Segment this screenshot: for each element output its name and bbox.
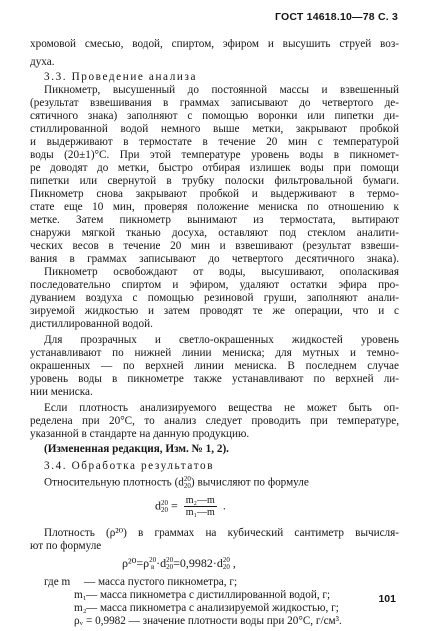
- where-line: где m — масса пустого пикнометра, г;: [44, 576, 238, 588]
- text-line: стате еще 10 мин, проверяя положение мениска по отношению к: [30, 201, 399, 213]
- text-line: Пикнометр освобождают от воды, высушивают, ополаскивая: [44, 266, 399, 278]
- formula-part: ρ²⁰=ρ: [122, 556, 150, 570]
- text-line: Плотность (ρ²⁰) в граммах на кубический сантиметр вычисля-: [44, 527, 399, 539]
- formula-lhs: d: [155, 498, 161, 513]
- relative-density-formula: [155, 495, 226, 518]
- symbol-close: ): [190, 476, 195, 489]
- text-line: снаружи мягкой тканью досуха, оставляют под стеклом аналити-: [30, 227, 399, 239]
- formula-end: ,: [232, 556, 236, 570]
- text-line: зируемой жидкостью и затем проводят те же операции, что и с: [30, 305, 399, 317]
- formula-eq: =: [171, 498, 178, 513]
- section-heading: 3.3. Проведение анализа: [44, 71, 198, 83]
- text-line: ре доводят до метки, быстро отбирая излишек воды при помощи: [30, 162, 399, 174]
- text-line: дистиллированной водой.: [30, 318, 153, 330]
- where-line: m₁— масса пикнометра с дистиллированной водой, г;: [74, 589, 331, 601]
- text-line: последовательно спиртом и эфиром, удаляют остатки эфира про-: [30, 279, 399, 291]
- text-line: окрашенных — по верхней линии мениска. В последнем случае: [30, 360, 399, 372]
- page-header: ГОСТ 14618.10—78 С. 3: [275, 11, 398, 23]
- section-heading: 3.4. Обработка результатов: [44, 460, 215, 472]
- text-fragment: Относительную плотность: [44, 476, 172, 489]
- text-line: Если плотность анализируемого вещества не может быть оп-: [44, 402, 399, 414]
- text-line: ческих весов в течение 20 мин и взвешивают (результат взвеши-: [30, 240, 399, 252]
- text-line: Пикнометр, высушенный до постоянной массы и взвешенный: [44, 84, 399, 96]
- formula-indices: 20 20: [222, 556, 230, 572]
- text-fragment: вычисляют по формуле: [197, 476, 309, 489]
- text-line: сятичного знака) заполняют с помощью воронки или пипетки ди-: [30, 110, 399, 122]
- amendment-note: (Измененная редакция, Изм. № 1, 2).: [44, 443, 229, 455]
- formula-part: ·d: [156, 556, 167, 570]
- text-line: хромовой смесью, водой, спиртом, эфиром и высушить струей воз-: [30, 38, 399, 50]
- formula-intro-line: [44, 476, 399, 490]
- formula-part: =0,9982·d: [173, 556, 223, 570]
- text-line: Для прозрачных и светло-окрашенных жидкостей уровень: [44, 334, 399, 346]
- text-line: ют по формуле: [30, 540, 102, 552]
- formula-indices: 20 20: [161, 498, 168, 514]
- text-line: (результат взвешивания в граммах записывают до четвертого де-: [30, 97, 399, 109]
- symbol-open: (d: [174, 476, 184, 489]
- text-line: дуванием воздуха с помощью резиновой груши, заполняют анали-: [30, 292, 399, 304]
- text-line: метке. Затем пикнометр вынимают из термостата, вытирают: [30, 214, 399, 226]
- text-line: вания в граммах записывают до четвертого десятичного знака).: [30, 253, 399, 265]
- text-line: духа.: [30, 56, 55, 68]
- text-line: стиллированной водой немного выше метки, закрывают пробкой: [30, 123, 399, 135]
- text-line: пипетки или свернутой в трубку полоски фильтровальной бумаги.: [30, 175, 399, 187]
- text-line: и выдерживают в термостате в течение 20 мин с температурой: [30, 136, 399, 148]
- formula-end: .: [222, 498, 226, 513]
- formula-indices: 20 в: [149, 556, 157, 572]
- page-number: 101: [378, 593, 396, 605]
- text-line: воды (20±1)°С. При этой температуре уровень воды в пикномет-: [30, 149, 399, 161]
- text-line: Пикнометр снова закрывают пробкой и выдерживают в термо-: [30, 188, 399, 200]
- where-line: ρᵥ = 0,9982 — значение плотности воды при 20°С, г/см³.: [74, 615, 342, 627]
- text-line: нии мениска.: [30, 386, 93, 398]
- density-formula: [122, 556, 236, 571]
- symbol-stack: 20 20: [183, 475, 191, 490]
- text-line: ределена при 20°С, то анализ следует проводить при температуре,: [30, 415, 399, 427]
- formula-indices: 20 20: [166, 556, 174, 572]
- text-line: уровень воды в пикнометре также устанавливают по верхней ли-: [30, 373, 399, 385]
- formula-fraction: $\frac{\text{m₂—m}}{\text{m₁—m}}$: [185, 495, 215, 518]
- where-line: m₂— масса пикнометра с анализируемой жидкостью, г;: [74, 602, 339, 614]
- text-line: указанной в стандарте на данную продукцию.: [30, 428, 250, 440]
- text-line: устанавливают по нижней линии мениска; для мутных и темно-: [30, 347, 399, 359]
